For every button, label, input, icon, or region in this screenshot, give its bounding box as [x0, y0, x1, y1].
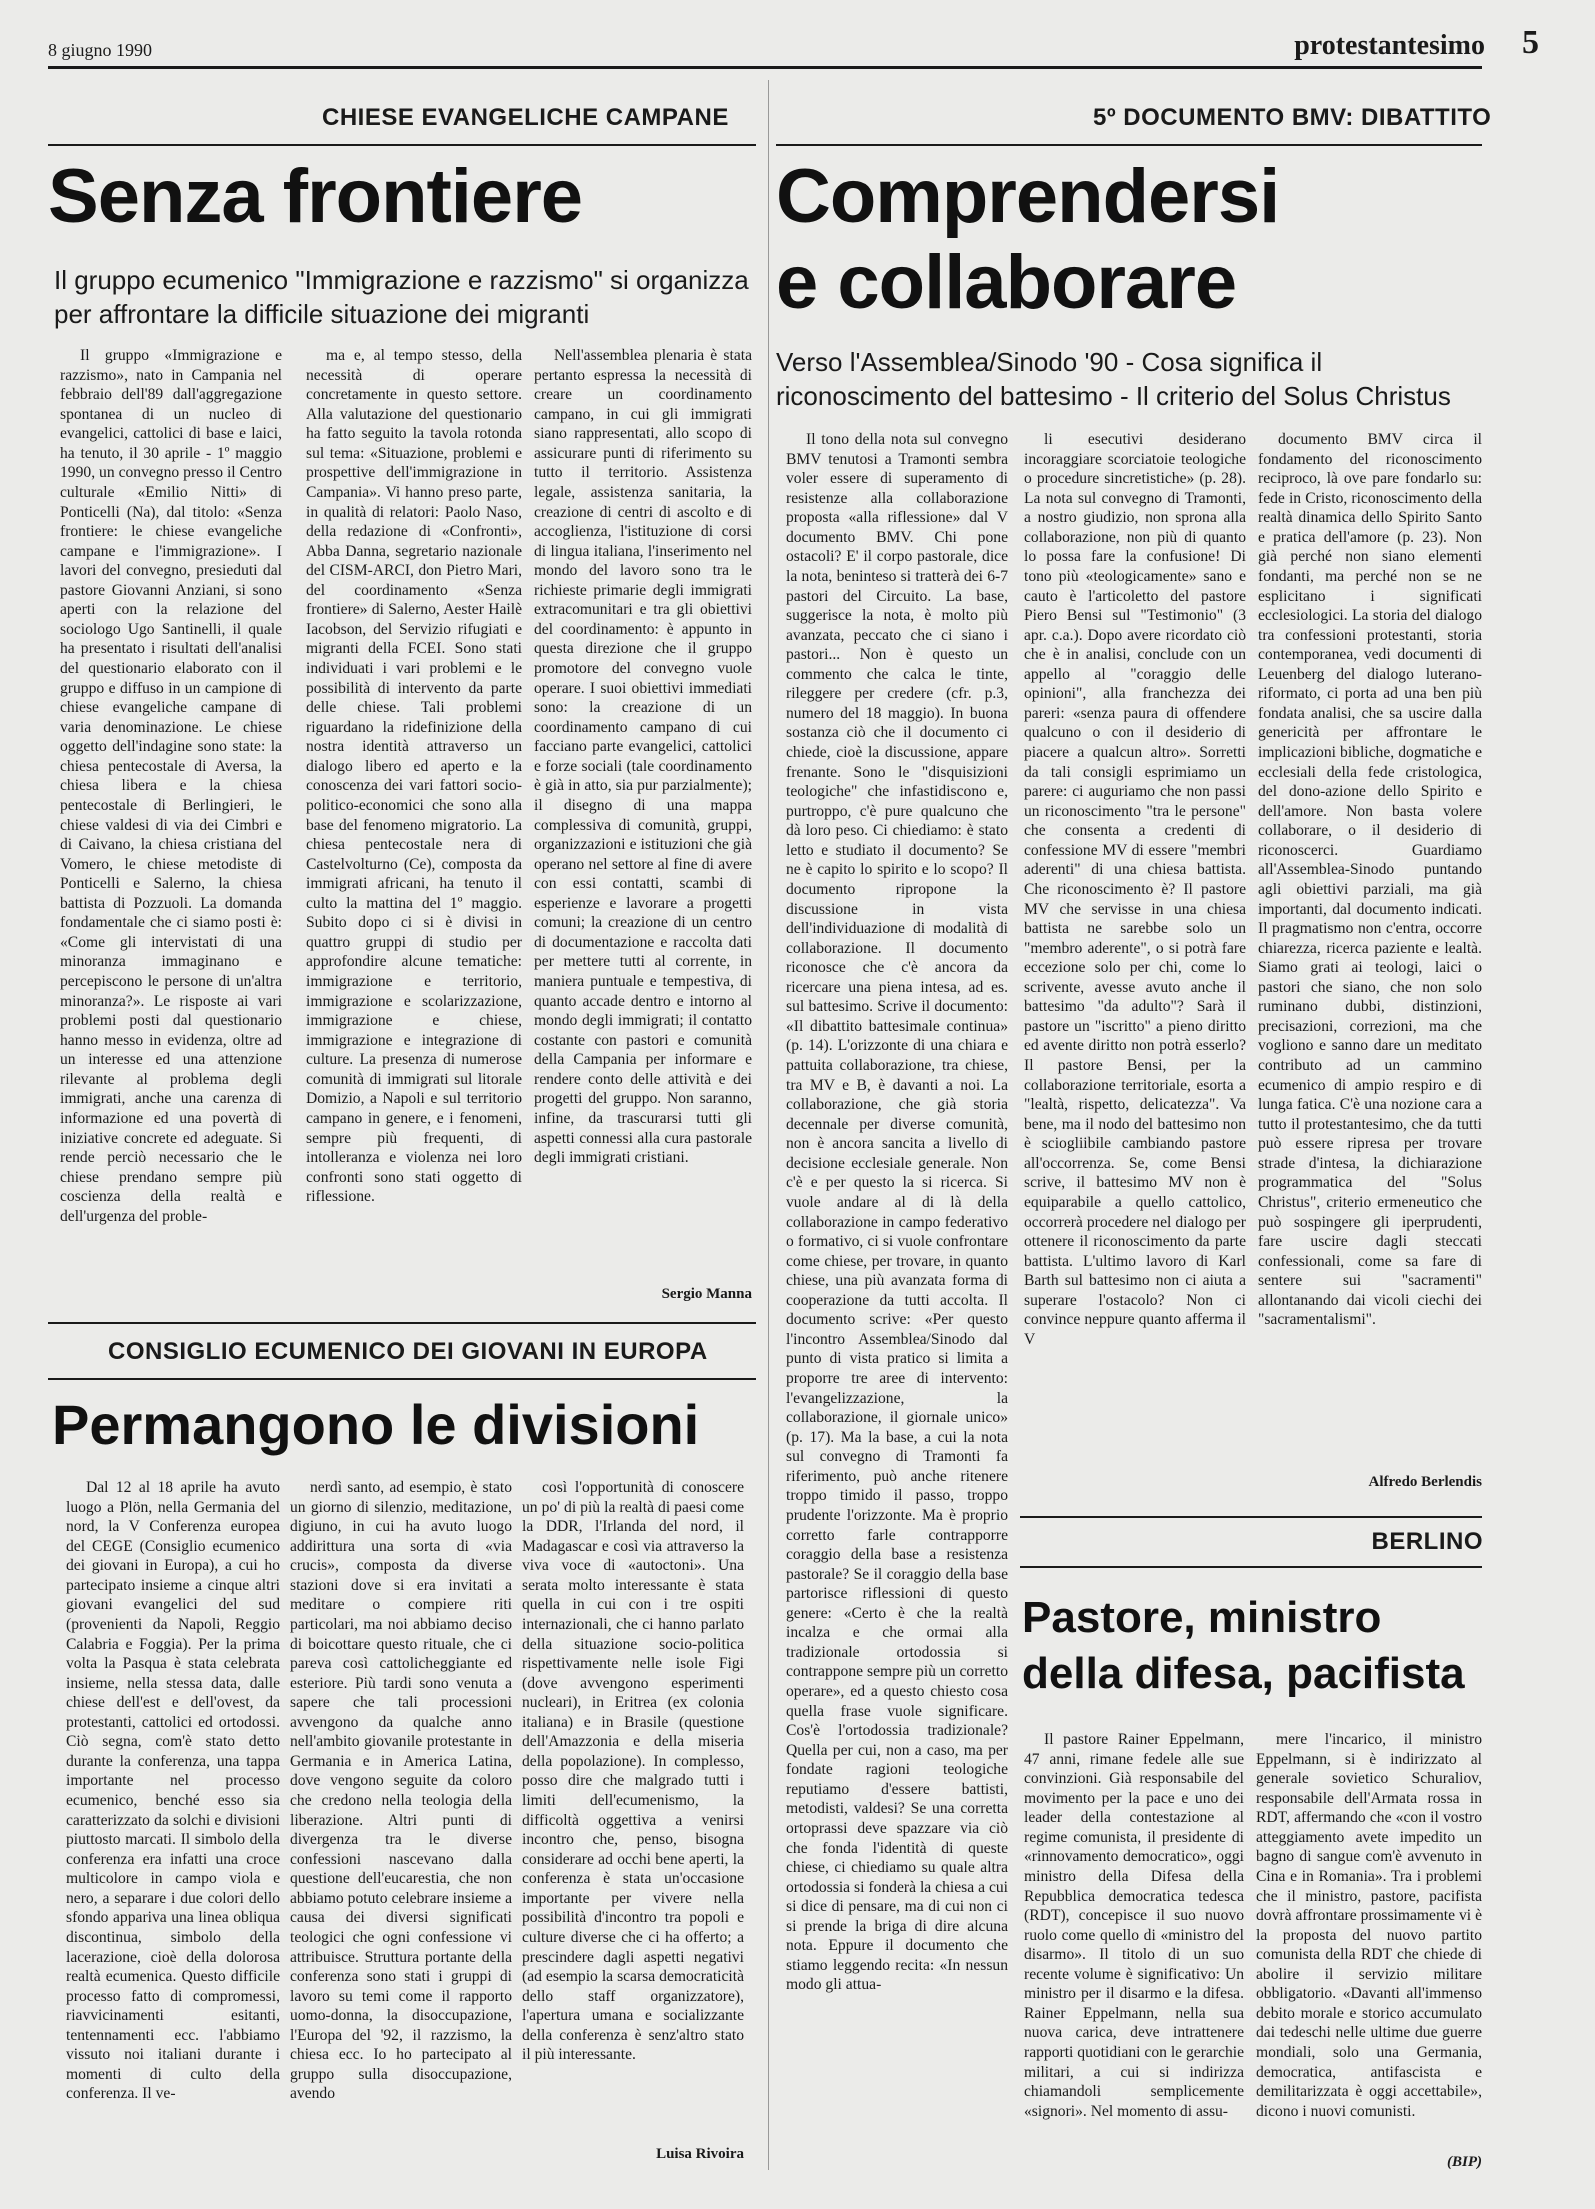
perm-kicker: CONSIGLIO ECUMENICO DEI GIOVANI IN EUROPA [108, 1338, 708, 1365]
berlino-headline-line-2: della difesa, pacifista [1022, 1649, 1465, 1698]
berlino-text-1: Il pastore Rainer Eppelmann, 47 anni, rimane fedele alle sue convinzioni. Già responsabile del movimento per la pace e uno dei leader della contestazione al regime comunista, il presidente di «rinnovamento democratico», oggi ministro della Difesa della Repubblica democratica tedesca (RDT), concepisce il suo nuovo ruolo come quello di «ministro del disarmo». Il titolo di un suo recente volume è significativo: Un ministro per il disarmo e la difesa. Rainer Eppelmann, nella sua nuova carica, deve intrattenere rapporti quotidiani con le gerarchie militari, a cui si indirizza chiamandoli semplicemente «signori». Nel momento di assu- [1024, 1731, 1244, 2120]
senza-column-3 [534, 346, 752, 1276]
senza-column-1 [60, 346, 282, 1346]
perm-column-1 [66, 1478, 280, 2158]
perm-signature: Luisa Rivoira [656, 2146, 744, 2162]
berlino-signature: (BIP) [1447, 2154, 1482, 2170]
senza-deck: Il gruppo ecumenico "Immigrazione e razzismo" si organizza per affrontare la difficile situazione dei migranti [54, 265, 749, 329]
page-number: 5 [1522, 24, 1539, 61]
compr-kicker-rule [776, 144, 1482, 146]
berlino-kicker: BERLINO [1371, 1528, 1483, 1555]
issue-date: 8 giugno 1990 [48, 40, 153, 60]
compr-deck: Verso l'Assemblea/Sinodo '90 - Cosa significa il riconoscimento del battesimo - Il criterio del Solus Christus [776, 347, 1451, 411]
compr-signature: Alfredo Berlendis [1368, 1474, 1482, 1490]
compr-text-3: documento BMV circa il fondamento del riconoscimento reciproco, là ove pare fondarlo su: fede in Cristo, riconoscimento della realtà dinamica dello Spirito Santo e pratica dell'amore (p. 23). Non già perché non siano elementi fondanti, ma perché non se ne esplicitano i significati ecclesiologici. La storia del dialogo tra confessioni protestanti, storia contemporanea, vedi documenti di Leuenberg del dialogo luterano-riformato, ci porta ad una ben più fondata analisi, che sa uscire dalla genericità per affrontare le implicazioni bibliche, dogmatiche e ecclesiali della fede cristologica, del dono-azione dello Spirito e dell'amore. Non basta volere collaborare, o il desiderio di riconoscerci. Guardiamo all'Assemblea-Sinodo puntando agli obiettivi parziali, ma già importanti, dal documento indicati. Il pragmatismo non c'entra, occorre chiarezza, ricerca paziente e lealtà. Siamo grati ai teologi, laici o pastori che siano, che non solo ruminano dubbi, distinzioni, precisazioni, correzioni, ma che vogliono e sanno dare un meditato contributo ad un cammino ecumenico di ampio respiro e di lunga fatica. C'è una nozione cara a tutto il protestantesimo, che da tutti può essere ripresa per trovare strade d'intesa, la dichiarazione programmatica del "Solus Christus", criterio ermeneutico che può sospingere gli iperprudenti, fare uscire dagli steccati confessionali, come sa fare di sentere sui "sacramenti" allontanando dai vicoli ciechi dei "sacramentalismi". [1258, 431, 1482, 1329]
berlino-column-1 [1024, 1730, 1244, 2180]
senza-kicker: CHIESE EVANGELICHE CAMPANE [322, 104, 729, 131]
senza-text-3: Nell'assemblea plenaria è stata pertanto espressa la necessità di creare un coordinamento campano, in cui gli immigrati siano rappresentati, allo scopo di assicurare punti di riferimento su tutto il territorio. Assistenza legale, assistenza sanitaria, la creazione di centri di ascolto e di accoglienza, l'istituzione di corsi di lingua italiana, l'inserimento nel mondo del lavoro sono tra le richieste primarie degli immigrati extracomunitari e tra gli obiettivi del coordinamento: è appunto in questa direzione che il gruppo promotore del convegno vuole operare. I suoi obiettivi immediati sono: la creazione di un coordinamento campano di cui facciano parte evangelici, cattolici e forze sociali (tale coordinamento è già in atto, sia pur parzialmente); il disegno di una mappa complessiva di comunità, gruppi, organizzazioni e istituzioni che già operano nel settore al fine di avere con essi contatti, scambi di esperienze e lavorare a progetti comuni; la creazione di un centro di documentazione e raccolta dati per mettere tutti al corrente, in maniera puntuale e tempestiva, di quanto accade dentro e intorno al mondo degli immigrati; il contatto costante con pastori e comunità della Campania per informare e rendere conto delle attività e dei progetti del gruppo. Non saranno, infine, da trascurarsi tutti gli aspetti connessi alla cura pastorale degli immigrati cristiani. [534, 347, 752, 1167]
senza-kicker-rule [48, 144, 756, 146]
perm-text-3: così l'opportunità di conoscere un po' di più la realtà di paesi come la DDR, l'Irlanda del nord, il Madagascar e così via attraverso la viva voce di «autoctoni». Una serata molto interessante è stata quella in cui con i tre ospiti internazionali, che ci hanno parlato della situazione socio-politica rispettivamente nelle isole Figi (dove avvengono esperimenti nucleari), in Eritrea (ex colonia italiana) e in Brasile (questione dell'Amazzonia e della miseria della popolazione). In complesso, posso dire che malgrado tutti i limiti dell'ecumenismo, la difficoltà oggettiva a venirsi incontro che, penso, bisogna considerare ad occhi bene aperti, la conferenza è stata un'occasione importante per vivere nella possibilità d'incontro tra popoli e culture diverse che ci ha offerto; a prescindere dagli aspetti negativi (ad esempio la scarsa democraticità dello staff organizzatore), l'apertura umana e socializzante della conferenza è senz'altro stato il più interessante. [522, 1479, 744, 2064]
senza-column-2 [306, 346, 522, 1306]
compr-column-1 [786, 430, 1008, 2166]
masthead: protestantesimo [1294, 30, 1485, 61]
perm-top-rule [48, 1322, 756, 1324]
page-column-divider [768, 80, 769, 2170]
perm-column-2 [290, 1478, 512, 2158]
compr-headline-line-2: e collaborare [776, 240, 1237, 325]
compr-headline-line-1: Comprendersi [776, 154, 1280, 239]
perm-text-2: nerdì santo, ad esempio, è stato un giorno di silenzio, meditazione, digiuno, in cui ha avuto luogo addirittura una sorta di «via crucis», composta da diverse stazioni dove si era invitati a meditare o compiere riti particolari, ma noi abbiamo deciso di boicottare questo rituale, che ci pareva così cattolicheggiante ed esteriore. Più tardi sono venuta a sapere che tali processioni avvengono da qualche anno nell'ambito giovanile protestante in Germania e in America Latina, dove vengono seguite da coloro che credono nella teologia della liberazione. Altri punti di divergenza tra le diverse confessioni nascevano dalla questione dell'eucarestia, che non abbiamo potuto celebrare insieme a causa dei diversi significati teologici che ogni confessione vi attribuisce. Struttura portante della conferenza sono stati i gruppi di lavoro su temi come il rapporto uomo-donna, la disoccupazione, l'Europa del '92, il razzismo, la chiesa ecc. Io ho partecipato al gruppo sulla disoccupazione, avendo [290, 1479, 512, 2103]
compr-kicker: 5º DOCUMENTO BMV: DIBATTITO [1093, 104, 1492, 131]
perm-column-3 [522, 1478, 744, 2138]
perm-headline: Permangono le divisioni [52, 1393, 700, 1456]
senza-signature: Sergio Manna [661, 1286, 752, 1302]
perm-text-1: Dal 12 al 18 aprile ha avuto luogo a Plön, nella Germania del nord, la V Conferenza europea del CEGE (Consiglio ecumenico dei giovani in Europa), a cui ho partecipato insieme a cinque altri giovani evangelici del sud (provenienti da Napoli, Reggio Calabria e Foggia). Per la prima volta la Pasqua è stata celebrata insieme, nella stessa data, dalle chiese dell'est e dell'ovest, da protestanti, cattolici ed ortodossi. Ciò segna, com'è stato detto durante la conferenza, una tappa importante nel processo ecumenico, benché esso sia caratterizzato da solchi e divisioni piuttosto marcati. Il simbolo della conferenza era infatti una croce multicolore in campo viola e nero, a separare i due colori dello sfondo appariva una linea obliqua discontinua, simbolo della lacerazione, cioè della dolorosa realtà ecumenica. Questo difficile processo fatto di compromessi, riavvicinamenti esitanti, tentennamenti ecc. l'abbiamo vissuto noi italiani durante i momenti di culto della conferenza. Il ve- [66, 1479, 280, 2103]
berlino-kicker-rule [1020, 1566, 1482, 1568]
senza-text-1: Il gruppo «Immigrazione e razzismo», nato in Campania nel febbraio dell'89 dall'aggregazione spontanea di un nucleo di evangelici, cattolici di base e laici, ha tenuto, il 30 aprile - 1º maggio 1990, un convegno presso il Centro culturale «Emilio Nitti» di Ponticelli (Na), dal titolo: «Senza frontiere: le chiese evangeliche campane e l'immigrazione». I lavori del convegno, presieduti dal pastore Giovanni Anziani, si sono aperti con la relazione del sociologo Ugo Santinelli, il quale ha presentato i risultati dell'analisi del questionario elaborato con il gruppo e diffuso in un campione di chiese evangeliche campane di varia denominazione. Le chiese oggetto dell'indagine sono state: la chiesa pentecostale di Aversa, la chiesa libera e la chiesa pentecostale di Berlingieri, le chiese valdesi di via dei Cimbri e di Caivano, la chiesa cristiana del Vomero, le chiese metodiste di Ponticelli e Salerno, la chiesa battista di Pozzuoli. La domanda fondamentale che ci siamo posti è: «Come gli intervistati di una minoranza immaginano e percepiscono le persone di un'altra minoranza?». Le risposte ai vari problemi posti dal questionario hanno messo in evidenza, oltre ad un interesse ed una attenzione rilevante al problema degli immigrati, anche una carenza di informazione ed una povertà di iniziative concrete ed adeguate. Si rende perciò necessario che le chiese prendano sempre più coscienza della realtà e dell'urgenza del proble- [60, 347, 282, 1225]
perm-kicker-rule [48, 1378, 756, 1380]
compr-text-2: li esecutivi desiderano incoraggiare scorciatoie teologiche o procedure sincretistiche» (p. 28). La nota sul convegno di Tramonti, a nostro giudizio, non sprona alla collaborazione, non più di quanto lo possa fare la confusione! Di tono più «teologicamente» sano e cauto è l'articoletto del pastore Piero Bensi sul "Testimonio" (3 apr. c.a.). Dopo avere ricordato ciò che è in analisi, conclude con un appello al "coraggio delle opinioni", alla franchezza dei pareri: «senza paura di offendere qualcuno o con il desiderio di piacere a qualcun altro». Sorretti da tali consigli esprimiamo un parere: ci auguriamo che non passi un riconoscimento "tra le persone" che consenta a credenti di confessione MV di essere "membri aderenti" di una chiesa battista. Che riconoscimento è? Il pastore MV che servisse in una chiesa battista ne sarebbe solo un "membro aderente", o si potrà fare eccezione solo per chi, come lo scrivente, avesse avuto anche il battesimo "da adulto"? Sarà il pastore un "iscritto" a pieno diritto ed avente diritto non potrà esserlo? Il pastore Bensi, per la collaborazione territoriale, esorta a "lealtà, rispetto, delicatezza". Va bene, ma il nodo del battesimo non è sciogliibile cambiando pastore all'occorrenza. Se, come Bensi scrive, il battesimo MV non è equiparabile a quello cattolico, occorrerà procedere nel dialogo per ottenere il riconoscimento da parte battista. L'ultimo lavoro di Karl Barth sul battesimo non ci aiuta a superare l'ostacolo? Non ci convince neppure quanto afferma il V [1024, 431, 1246, 1348]
header-rule [48, 66, 1482, 69]
senza-headline: Senza frontiere [48, 154, 583, 239]
berlino-text-2: mere l'incarico, il ministro Eppelmann, si è indirizzato al generale sovietico Schuraliov, responsabile dell'Armata rossa in RDT, affermando che «con il vostro atteggiamento avete impedito un bagno di sangue com'è avvenuto in Cina e in Romania». Tra i problemi che il ministro, pastore, pacifista dovrà affrontare prossimamente vi è la proposta del nuovo partito comunista della RDT che chiede di abolire il servizio militare obbligatorio. «Davanti all'immenso debito morale e storico accumulato dai tedeschi nelle ultime due guerre mondiali, solo una Germania, democratica, antifascista e demilitarizzata è oggi accettabile», dicono i nuovi comunisti. [1256, 1731, 1482, 2120]
berlino-headline-line-1: Pastore, ministro [1022, 1593, 1382, 1642]
compr-column-3 [1258, 430, 1482, 1466]
berlino-top-rule [1020, 1516, 1482, 1518]
compr-text-1: Il tono della nota sul convegno BMV tenutosi a Tramonti sembra voler essere di superamento di resistenze alla collaborazione proposta «alla riflessione» dal V documento BMV. Chi pone ostacoli? E' il corpo pastorale, dice la nota, beninteso si tratterà dei 6-7 pastori del Circuito. La base, suggerisce la nota, è molto più avanzata, peccato che ci siano i pastori... Non è questo un commento che calca le tinte, rileggere per credere (cfr. p.3, numero del 18 maggio). In buona sostanza ciò che il documento ci chiede, cioè la discussione, appare frenante. Sono le "disquisizioni teologiche" che infastidiscono e, purtroppo, c'è pure qualcuno che dà loro peso. Ci chiediamo: è stato letto e studiato il documento? Se ne è capito lo spirito e lo scopo? Il documento ripropone la discussione in vista dell'individuazione di modalità di collaborazione. Il documento riconosce che c'è ancora da ricercare una piena intesa, ad es. sul battesimo. Scrive il documento: «Il dibattito battesimale continua» (p. 14). L'orizzonte di una chiara e pattuita collaborazione, tra chiese, tra MV e B, è davanti a noi. La collaborazione, che già storia decennale per diverse comunità, non è ancora sancita a livello di decisione ecclesiale generale. Non c'è e per questo la si ricerca. Si vuole andare al di là della collaborazione in campo federativo o formativo, ci si vuole confrontare come chiese, per trovare, in quanto chiese, una più avanzata forma di cooperazione da tutti accolta. Il documento scrive: «Per questo l'incontro Assemblea/Sinodo dal punto di vista pratico si limita a proporre tre aree di intervento: l'evangelizzazione, la collaborazione, il giornale unico» (p. 17). Ma la base, a cui la nota sul convegno di Tramonti fa riferimento, può anche ritenere troppo timido il passo, troppo prudente l'orizzonte. Ma è proprio corretto farle contrapporre coraggio della base a resistenza pastorale? Se il coraggio della base partorisce riflessioni di questo genere: «Certo è che la realtà incalza e che ormai alla tradizionale ortodossia si contrappone sempre più un corretto operare», ed a questo chiesto cosa quella frase vuole significare. Cos'è l'ortodossia tradizionale? Quella per cui, non a caso, ma per fondate ragioni teologiche reputiamo d'essere battisti, metodisti, valdesi? Se una corretta ortoprassi deve spazzare via ciò che fonda l'identità di queste chiese, ci chiediamo su quale altra ortodossia si fonderà la chiesa a cui si dice di pensare, ma di cui non ci si prende la briga di dire alcuna nota. Eppure il documento che stiamo leggendo recita: «In nessun modo gli attua- [786, 431, 1008, 1994]
berlino-column-2 [1256, 1730, 1482, 2150]
senza-text-2: ma e, al tempo stesso, della necessità di operare concretamente in questo settore. Alla valutazione del questionario ha fatto seguito la tavola rotonda sul tema: «Situazione, problemi e prospettive dell'immigrazione in Campania». Vi hanno preso parte, in qualità di relatori: Paolo Naso, della redazione di «Confronti», Abba Danna, segretario nazionale del CISM-ARCI, don Pietro Mari, del coordinamento «Senza frontiere» di Salerno, Aester Hailè Iacobson, del Servizio rifugiati e migranti della FCEI. Sono stati individuati i vari problemi e le possibilità di intervento da parte delle chiese. Tali problemi riguardano la ridefinizione della nostra identità attraverso un dialogo libero ed aperto e la conoscenza dei vari fattori socio-politico-economici che sono alla base del fenomeno migratorio. La chiesa pentecostale nera di Castelvolturno (Ce), composta da immigrati africani, ha tenuto il culto la mattina del 1º maggio. Subito dopo ci si è divisi in quattro gruppi di studio per approfondire alcune tematiche: immigrazione e territorio, immigrazione e scolarizzazione, immigrazione e chiese, immigrazione e integrazione di culture. La presenza di numerose comunità di immigrati sul litorale Domizio, a Napoli e sul territorio campano in genere, e i fenomeni, sempre più frequenti, di intolleranza e violenza nei loro confronti sono stati oggetto di riflessione. [306, 347, 522, 1206]
compr-column-2 [1024, 430, 1246, 1510]
